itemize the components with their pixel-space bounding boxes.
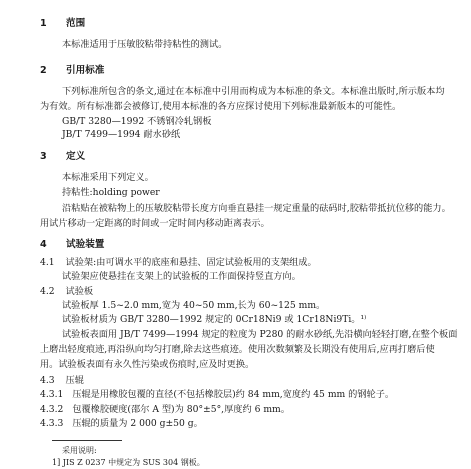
clause-number: 4.3.1 xyxy=(40,389,64,400)
clause-number: 4.2 xyxy=(40,286,55,297)
section-title: 试验装置 xyxy=(66,239,105,250)
section-number: 1 xyxy=(40,18,47,29)
section-1-paragraph: 本标准适用于压敏胶粘带持粘性的测试。 xyxy=(62,39,228,50)
clause-4-1-line-1 xyxy=(40,257,317,269)
section-number: 2 xyxy=(40,65,47,76)
clause-title: 试验板 xyxy=(65,286,94,297)
clause-4-3-1 xyxy=(40,389,394,401)
footnote-heading: 采用说明: xyxy=(62,446,97,455)
section-2-paragraph-line-2: 为有效。所有标准都会被修订,使用本标准的各方应探讨使用下列标准最新版本的可能性。 xyxy=(40,101,402,112)
clause-text: 试验架:由可调水平的底座和悬挂、固定试验板用的支架组成。 xyxy=(65,257,317,268)
definition-line-2: 用试片移动一定距离的时间或一定时间内移动距离表示。 xyxy=(40,218,270,229)
section-title: 范围 xyxy=(66,18,86,29)
section-3-heading xyxy=(40,151,85,163)
clause-4-3-2 xyxy=(40,404,290,416)
reference-gb-t-3280: GB/T 3280—1992 不锈钢冷轧钢板 xyxy=(62,116,212,127)
section-title: 引用标准 xyxy=(66,65,105,76)
clause-4-2-dimensions: 试验板厚 1.5~2.0 mm,宽为 40~50 mm,长为 60~125 mm。 xyxy=(62,300,326,311)
clause-4-2-heading xyxy=(40,286,93,298)
clause-4-2-polish-line-3: 用。试验板表面有永久性污染或伤痕时,应及时更换。 xyxy=(40,359,255,370)
clause-number: 4.3.2 xyxy=(40,404,64,415)
clause-4-1-line-2: 试验架应使悬挂在支架上的试验板的工作面保持竖直方向。 xyxy=(62,271,301,282)
section-4-heading xyxy=(40,239,104,251)
section-3-intro: 本标准采用下列定义。 xyxy=(62,172,154,183)
clause-4-3-3 xyxy=(40,418,203,430)
clause-number: 4.3.3 xyxy=(40,418,64,429)
section-number: 4 xyxy=(40,239,47,250)
clause-4-2-polish-line-2: 上磨出轻度痕迹,再沿纵向均匀打磨,除去这些痕迹。使用次数频繁及长期没有使用后,应再打磨后使 xyxy=(40,344,435,355)
section-title: 定义 xyxy=(66,151,86,162)
clause-4-2-polish-line-1: 试验板表面用 JB/T 7499—1994 规定的粒度为 P280 的耐水砂纸,先沿横向轻轻打磨,在整个板面 xyxy=(62,329,458,340)
reference-jb-t-7499: JB/T 7499—1994 耐水砂纸 xyxy=(62,129,181,140)
clause-4-3-heading xyxy=(40,375,84,387)
footnote-divider xyxy=(52,440,122,441)
clause-text: 压辊是用橡胶包覆的直径(不包括橡胶层)约 84 mm,宽度约 45 mm 的钢轮子。 xyxy=(72,389,395,400)
clause-number: 4.1 xyxy=(40,257,55,268)
footnote-text: 1] JIS Z 0237 中规定为 SUS 304 钢板。 xyxy=(52,458,205,467)
section-2-paragraph-line-1: 下列标准所包含的条文,通过在本标准中引用而构成为本标准的条文。本标准出版时,所示版本均 xyxy=(62,86,445,97)
section-2-heading xyxy=(40,65,104,77)
section-number: 3 xyxy=(40,151,47,162)
clause-text: 压辊的质量为 2 000 g±50 g。 xyxy=(72,418,203,429)
clause-title: 压辊 xyxy=(65,375,84,386)
section-1-heading xyxy=(40,18,85,30)
term-holding-power: 持粘性:holding power xyxy=(62,187,160,198)
clause-4-2-material: 试验板材质为 GB/T 3280—1992 规定的 0Cr18Ni9 或 1Cr18Ni9Ti。¹⁾ xyxy=(62,314,367,325)
definition-line-1: 沿粘贴在被粘物上的压敏胶粘带长度方向垂直悬挂一规定重量的砝码时,胶粘带抵抗位移的能力。 xyxy=(62,203,451,214)
clause-text: 包覆橡胶硬度(邵尔 A 型)为 80°±5°,厚度约 6 mm。 xyxy=(72,404,290,415)
clause-number: 4.3 xyxy=(40,375,55,386)
